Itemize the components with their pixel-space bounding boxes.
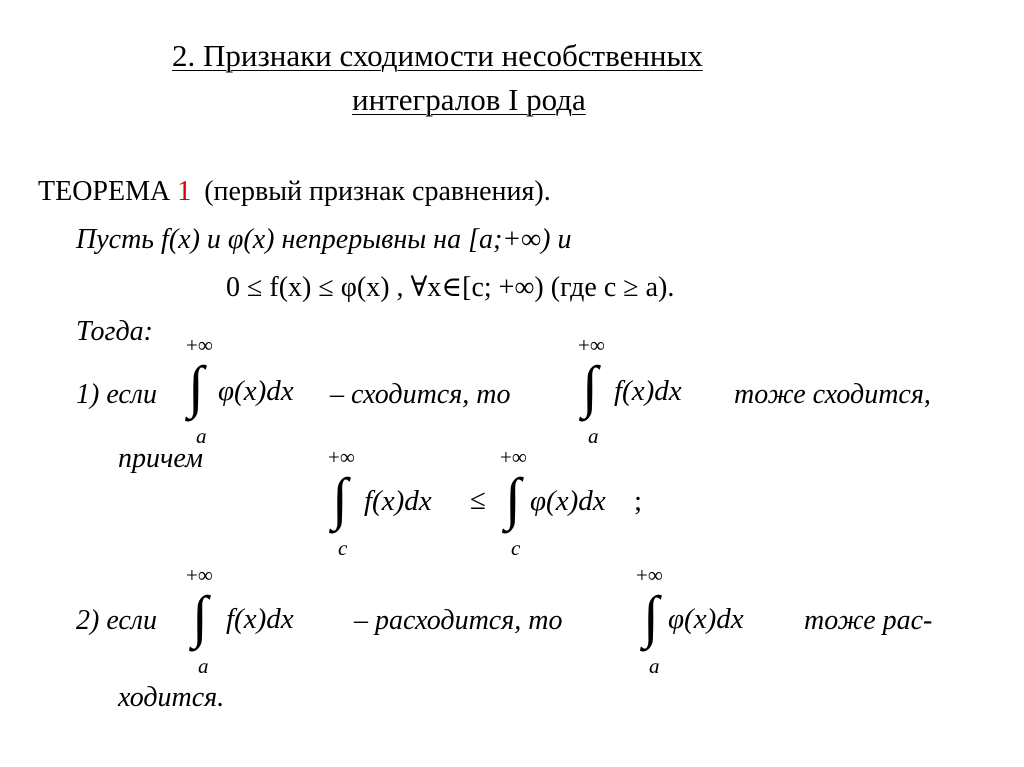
item1-int2-lower: a [588,424,599,448]
item1-prefix: 1) если [76,379,158,410]
item2-int1-upper: +∞ [186,563,213,587]
item2-int2-lower: a [649,654,660,678]
integral-sign: ∫ [188,354,204,419]
theorem-then: Тогда: [76,316,153,347]
theorem-name: (первый признак сравнения). [204,176,551,207]
item2-int1-integrand: f(x)dx [226,603,294,635]
item2-suffix: тоже рас- [804,605,933,636]
integral-sign: ∫ [643,584,659,649]
theorem-label: ТЕОРЕМА [38,176,171,207]
ineq-right-lower: c [511,536,521,560]
item1-suffix: тоже сходится, [734,379,931,410]
ineq-right-upper: +∞ [500,445,527,469]
integral-sign: ∫ [582,354,598,419]
item2-int1-lower: a [198,654,209,678]
item1-wrap: причем [118,443,203,474]
item2-int2-upper: +∞ [636,563,663,587]
item2-mid: – расходится, то [354,605,563,636]
title-line-2: интегралов I рода [352,82,586,117]
ineq-left-upper: +∞ [328,445,355,469]
integral-sign: ∫ [505,466,521,531]
integral-sign: ∫ [192,584,208,649]
ineq-right-integrand: φ(x)dx [530,485,606,517]
item1-int2-integrand: f(x)dx [614,375,682,407]
theorem-number: 1 [177,176,192,207]
theorem-assumption: Пусть f(x) и φ(x) непрерывны на [a;+∞) и [76,224,572,255]
ineq-end: ; [634,485,643,517]
title-line-1: 2. Признаки сходимости несобственных [172,38,703,73]
item1-int1-lower: a [196,424,207,448]
item2-wrap: ходится. [118,682,225,713]
theorem-condition: 0 ≤ f(x) ≤ φ(x) , ∀x∈[c; +∞) (где c ≥ a). [226,272,675,303]
item2-int2-integrand: φ(x)dx [668,603,744,635]
integral-sign: ∫ [332,466,348,531]
item2-prefix: 2) если [76,605,158,636]
item1-int1-upper: +∞ [186,333,213,357]
item1-int2-upper: +∞ [578,333,605,357]
ineq-left-integrand: f(x)dx [364,485,432,517]
theorem-heading [38,178,551,206]
item1-mid: – сходится, то [330,379,511,410]
ineq-sign: ≤ [470,484,486,516]
item1-int1-integrand: φ(x)dx [218,375,294,407]
ineq-left-lower: c [338,536,348,560]
